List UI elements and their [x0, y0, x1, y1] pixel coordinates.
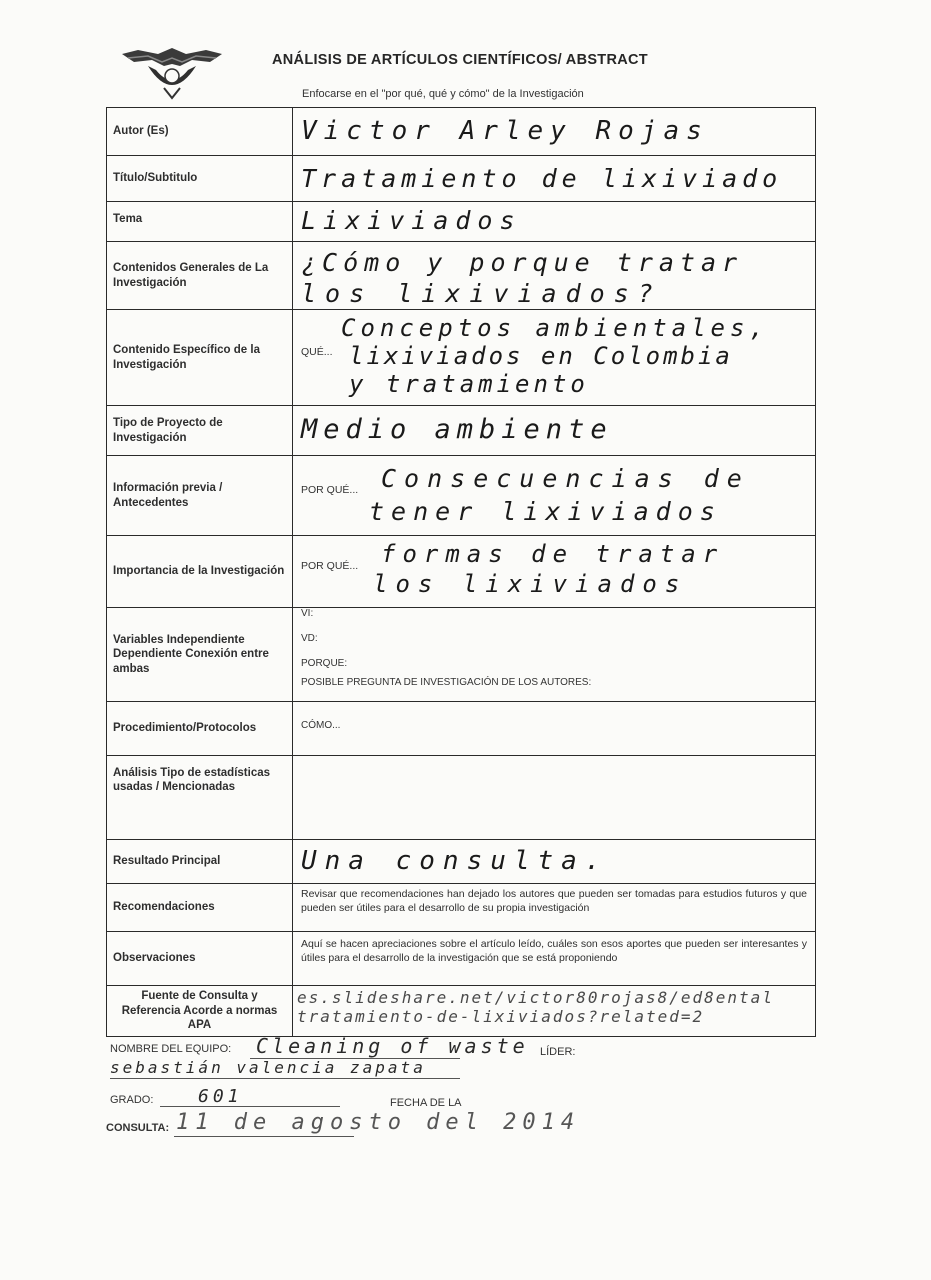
contenidos-generales-line1: ¿Cómo y porque tratar — [301, 248, 744, 277]
row-procedimiento — [107, 702, 815, 756]
tipo-proyecto-label: Tipo de Proyecto de Investigación — [107, 406, 293, 455]
variables-field[interactable] — [293, 608, 815, 701]
porque-line: PORQUE: — [301, 658, 348, 669]
importancia-line2: los lixiviados — [373, 570, 688, 598]
fecha-label: FECHA DE LA — [390, 1097, 462, 1109]
row-informacion-previa — [107, 456, 815, 536]
procedimiento-label: Procedimiento/Protocolos — [107, 702, 293, 755]
observaciones-label: Observaciones — [107, 932, 293, 985]
fuente-field[interactable] — [293, 986, 815, 1036]
procedimiento-field[interactable] — [293, 702, 815, 755]
row-variables — [107, 608, 815, 702]
grado-underline — [160, 1106, 340, 1107]
resultado-field[interactable] — [293, 840, 815, 883]
resultado-value: Una consulta. — [301, 846, 609, 876]
por-que-prefix-1: POR QUÉ... — [301, 484, 359, 496]
consulta-label: CONSULTA: — [106, 1122, 170, 1134]
recomendaciones-text: Revisar que recomendaciones han dejado los autores que pueden ser tomadas para estudios futuros y que pueden ser útiles para el desarrollo de su propia investigación — [301, 888, 807, 914]
integrante-underline — [110, 1078, 460, 1079]
analisis-field[interactable] — [293, 756, 815, 839]
como-prefix: CÓMO... — [301, 720, 341, 731]
informacion-previa-field[interactable] — [293, 456, 815, 535]
row-recomendaciones — [107, 884, 815, 932]
row-observaciones — [107, 932, 815, 986]
fuente-line1: es.slideshare.net/victor80rojas8/ed8ental — [297, 988, 774, 1007]
resultado-label: Resultado Principal — [107, 840, 293, 883]
institution-logo — [118, 44, 226, 100]
vi-line: VI: — [301, 608, 314, 619]
row-tipo-proyecto — [107, 406, 815, 456]
titulo-value: Tratamiento de lixiviado — [301, 164, 783, 193]
row-analisis — [107, 756, 815, 840]
contenidos-generales-line2: los lixiviados? — [301, 279, 662, 308]
contenido-especifico-line2: lixiviados en Colombia — [349, 342, 733, 370]
variables-label: Variables Independiente Dependiente Conexión entre ambas — [107, 608, 293, 701]
fuente-line2: tratamiento-de-lixiviados?related=2 — [297, 1007, 705, 1026]
consulta-underline — [174, 1136, 354, 1137]
contenido-especifico-label: Contenido Específico de la Investigación — [107, 310, 293, 405]
tipo-proyecto-field[interactable] — [293, 406, 815, 455]
informacion-previa-line1: Consecuencias de — [381, 464, 750, 493]
importancia-label: Importancia de la Investigación — [107, 536, 293, 607]
vd-line: VD: — [301, 633, 318, 644]
analisis-label: Análisis Tipo de estadísticas usadas / Mencionadas — [107, 756, 293, 839]
titulo-label: Título/Subtitulo — [107, 156, 293, 201]
observaciones-text: Aquí se hacen apreciaciones sobre el artículo leído, cuáles son esos aportes que pueden ser interesantes y útiles para el desarrollo de la investigación que se está proponiendo — [301, 938, 807, 964]
page-title: ANÁLISIS DE ARTÍCULOS CIENTÍFICOS/ ABSTRACT — [272, 52, 648, 68]
equipo-underline — [250, 1058, 460, 1059]
importancia-line1: formas de tratar — [381, 540, 725, 568]
contenidos-generales-field[interactable] — [293, 242, 815, 309]
observaciones-field — [293, 932, 815, 985]
importancia-field[interactable] — [293, 536, 815, 607]
grado-value[interactable]: 601 — [198, 1086, 243, 1107]
contenido-especifico-field[interactable] — [293, 310, 815, 405]
informacion-previa-line2: tener lixiviados — [369, 497, 722, 526]
row-fuente — [107, 986, 815, 1036]
integrante-value[interactable]: sebastián valencia zapata — [110, 1058, 426, 1077]
contenido-especifico-line1: Conceptos ambientales, — [341, 314, 769, 342]
tema-field[interactable] — [293, 202, 815, 241]
grado-label: GRADO: — [110, 1094, 154, 1106]
row-contenido-especifico — [107, 310, 815, 406]
row-tema — [107, 202, 815, 242]
lider-label: LÍDER: — [540, 1046, 576, 1058]
recomendaciones-label: Recomendaciones — [107, 884, 293, 931]
row-titulo — [107, 156, 815, 202]
titulo-field[interactable] — [293, 156, 815, 201]
page-subtitle: Enfocarse en el "por qué, qué y cómo" de la Investigación — [302, 88, 584, 100]
row-autor — [107, 108, 815, 156]
equipo-label: NOMBRE DEL EQUIPO: — [110, 1043, 232, 1055]
tipo-proyecto-value: Medio ambiente — [301, 414, 613, 445]
analysis-form-table — [106, 107, 816, 1037]
autor-label: Autor (Es) — [107, 108, 293, 155]
contenidos-generales-label: Contenidos Generales de La Investigación — [107, 242, 293, 309]
row-importancia — [107, 536, 815, 608]
fuente-label: Fuente de Consulta y Referencia Acorde a normas APA — [107, 986, 293, 1036]
autor-field[interactable] — [293, 108, 815, 155]
informacion-previa-label: Información previa / Antecedentes — [107, 456, 293, 535]
recomendaciones-field — [293, 884, 815, 931]
tema-label: Tema — [107, 202, 293, 241]
equipo-value[interactable]: Cleaning of waste — [256, 1034, 529, 1058]
pregunta-line: POSIBLE PREGUNTA DE INVESTIGACIÓN DE LOS AUTORES: — [301, 677, 592, 688]
que-prefix: QUÉ... — [301, 346, 333, 358]
row-contenidos-generales — [107, 242, 815, 310]
fecha-value[interactable]: 11 de agosto del 2014 — [176, 1110, 581, 1135]
contenido-especifico-line3: y tratamiento — [349, 370, 589, 398]
row-resultado — [107, 840, 815, 884]
autor-value: Victor Arley Rojas — [301, 116, 709, 146]
por-que-prefix-2: POR QUÉ... — [301, 560, 359, 572]
tema-value: Lixiviados — [301, 206, 522, 235]
